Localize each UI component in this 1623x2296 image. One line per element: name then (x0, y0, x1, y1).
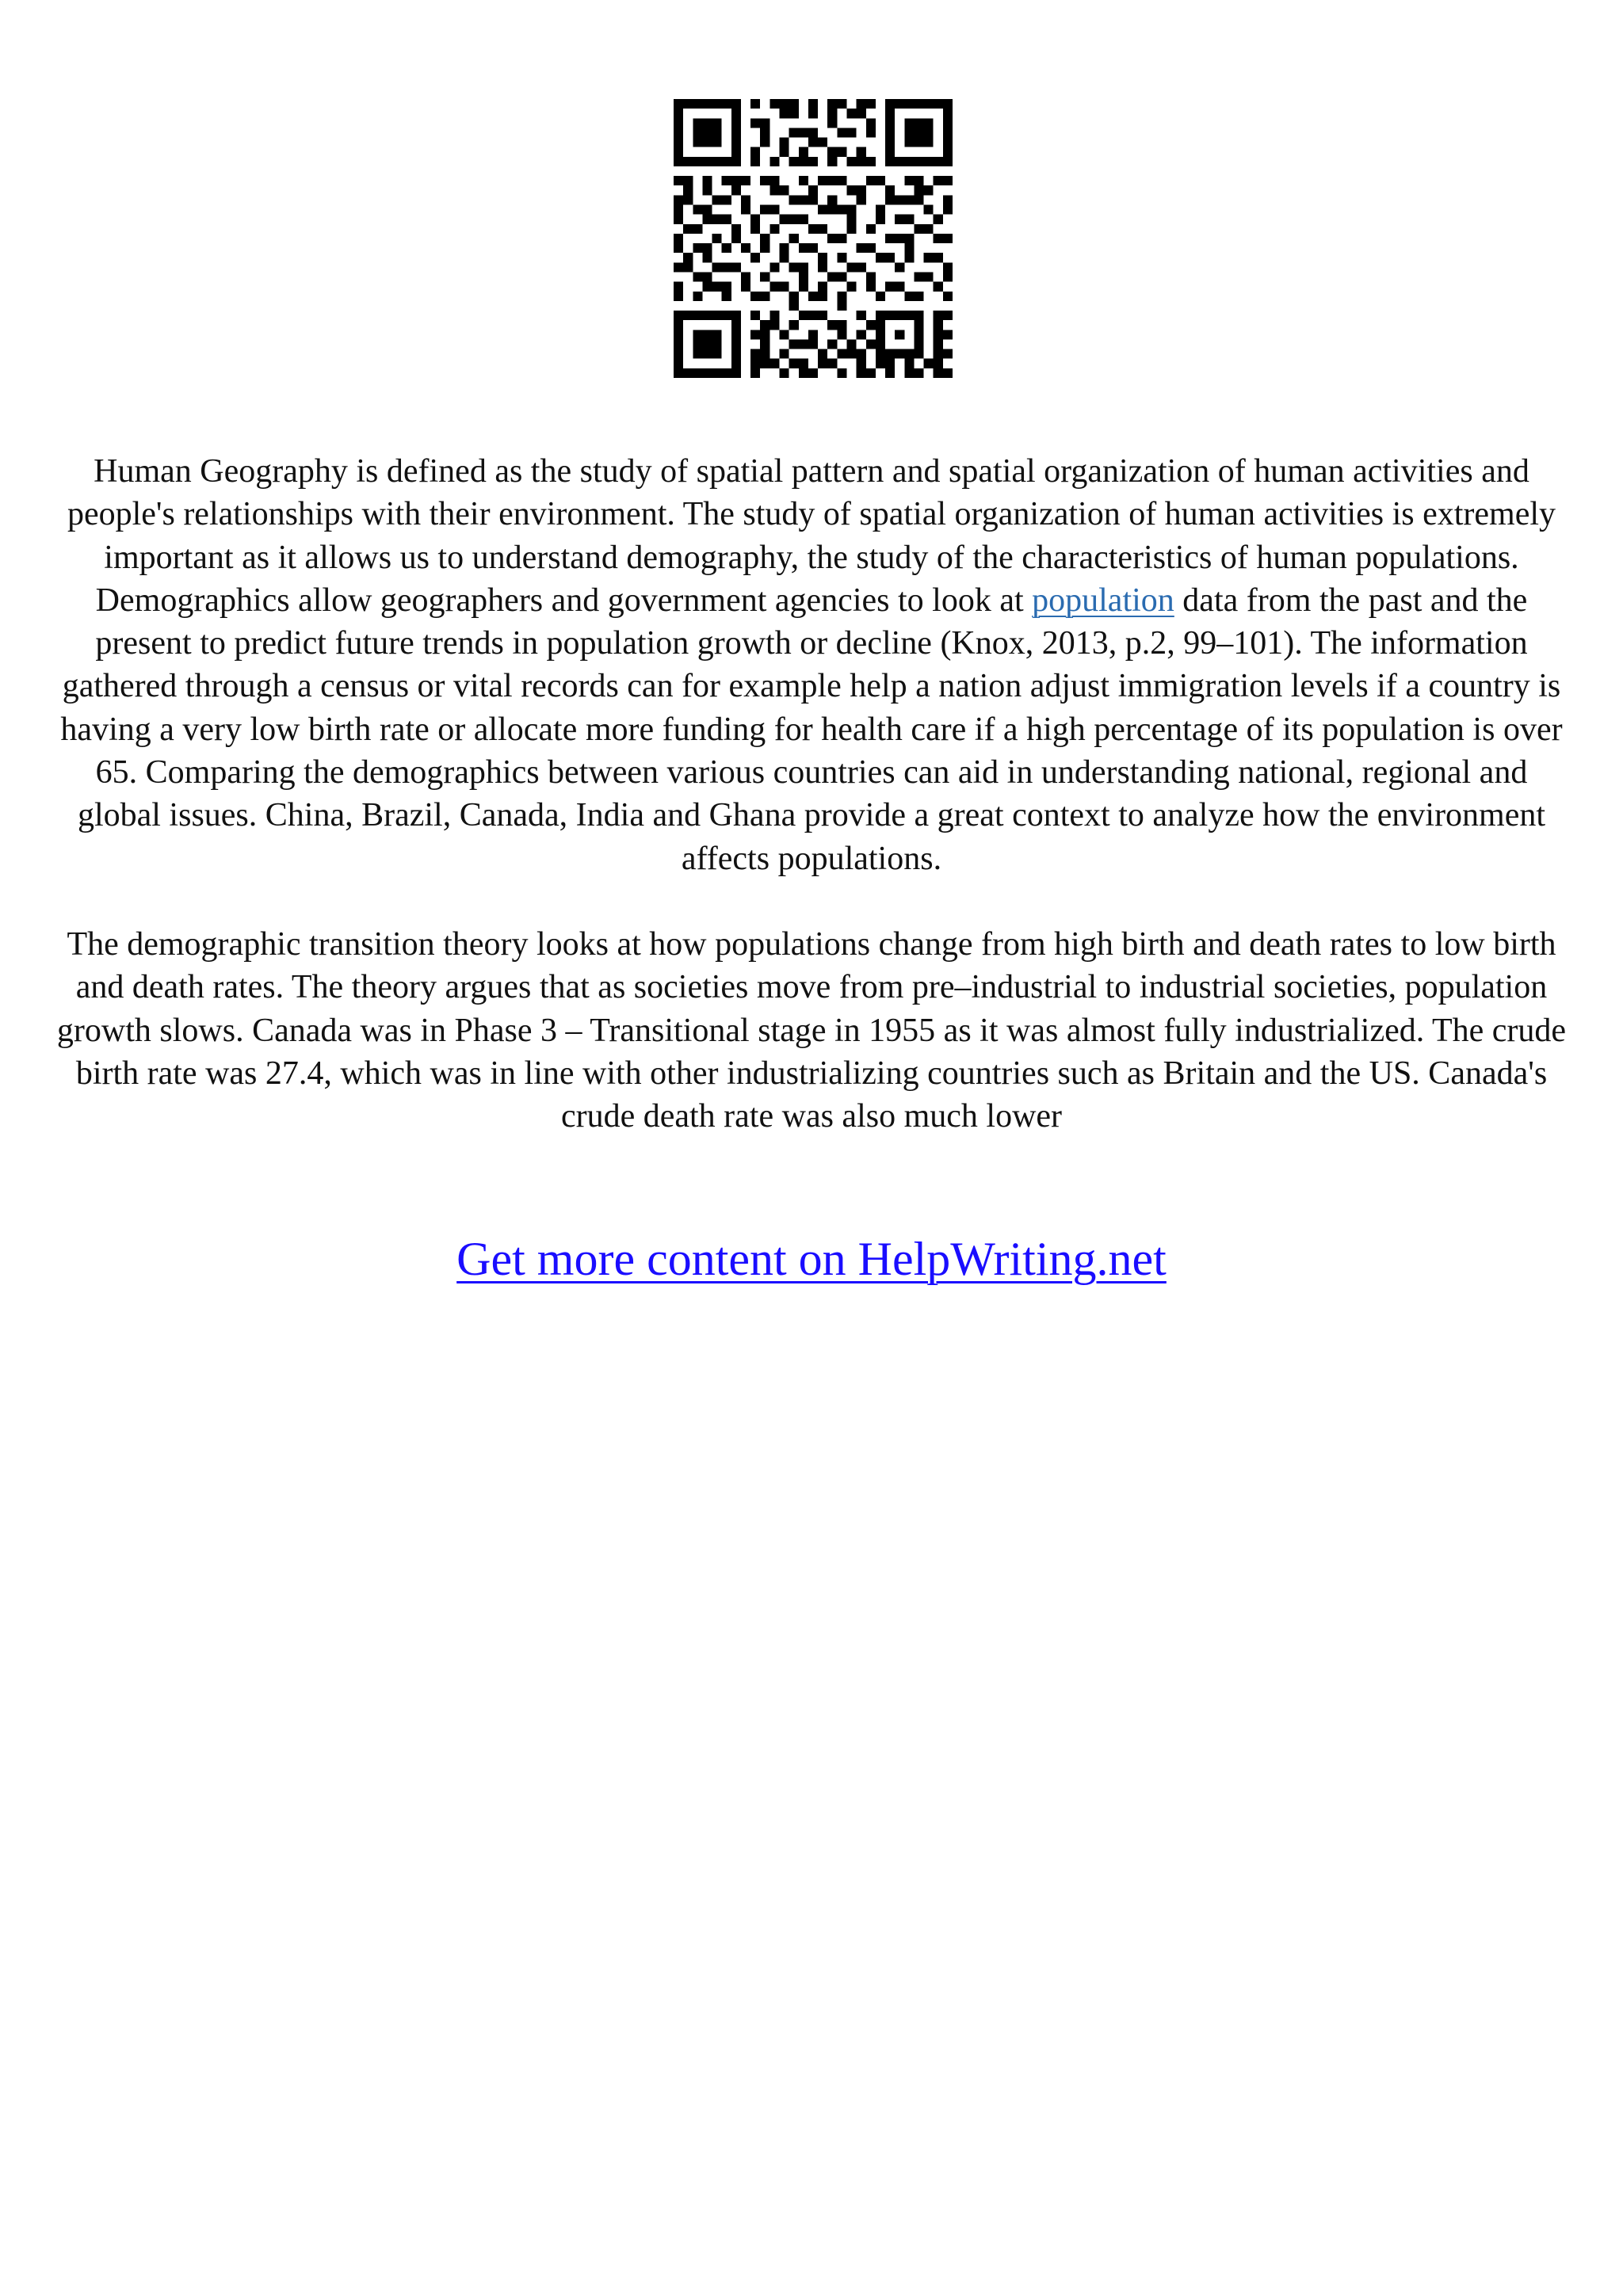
paragraph-2: The demographic transition theory looks at how populations change from high birth and death rates to low birth and death rates. The theory argues that as societies move from pre–industrial to industrial societies, population growth slows. Canada was in Phase 3 – Transitional stage in 1955 as it was almost fully industrialized. The crude birth rate was 27.4, which was in line with other industrializing countries such as Britain and the US. Canada's crude death rate was also much lower (56, 925, 1567, 1135)
qr-code-icon (674, 99, 953, 378)
paragraph-1 (55, 450, 1568, 880)
paragraph-1-text-start: Human Geography is defined as the study of spatial pattern and spatial organization of human activities and people's relationships with their environment. The study of spatial organization of human activities is extremely important as it allows us to understand demography, the study of the characteristics of human populations. Demographics allow geographers and government agencies to look at (67, 453, 1556, 619)
cta-container (0, 1232, 1623, 1287)
paragraph-1-text-end: data from the past and the present to predict future trends in population growth or decline (Knox, 2013, p.2, 99–101). The information gathered through a census or vital records can for example help a nation adjust immigration levels if a country is having a very low birth rate or allocate more funding for health care if a high percentage of its population is over 65. Comparing the demographics between various countries can aid in understanding national, regional and global issues. China, Brazil, Canada, India and Ghana provide a great context to analyze how the environment affects populations. (60, 582, 1563, 877)
qr-code (674, 99, 953, 378)
get-more-content-link[interactable]: Get more content on HelpWriting.net (456, 1233, 1167, 1285)
article-body (55, 450, 1568, 1138)
population-link[interactable]: population (1032, 582, 1174, 619)
